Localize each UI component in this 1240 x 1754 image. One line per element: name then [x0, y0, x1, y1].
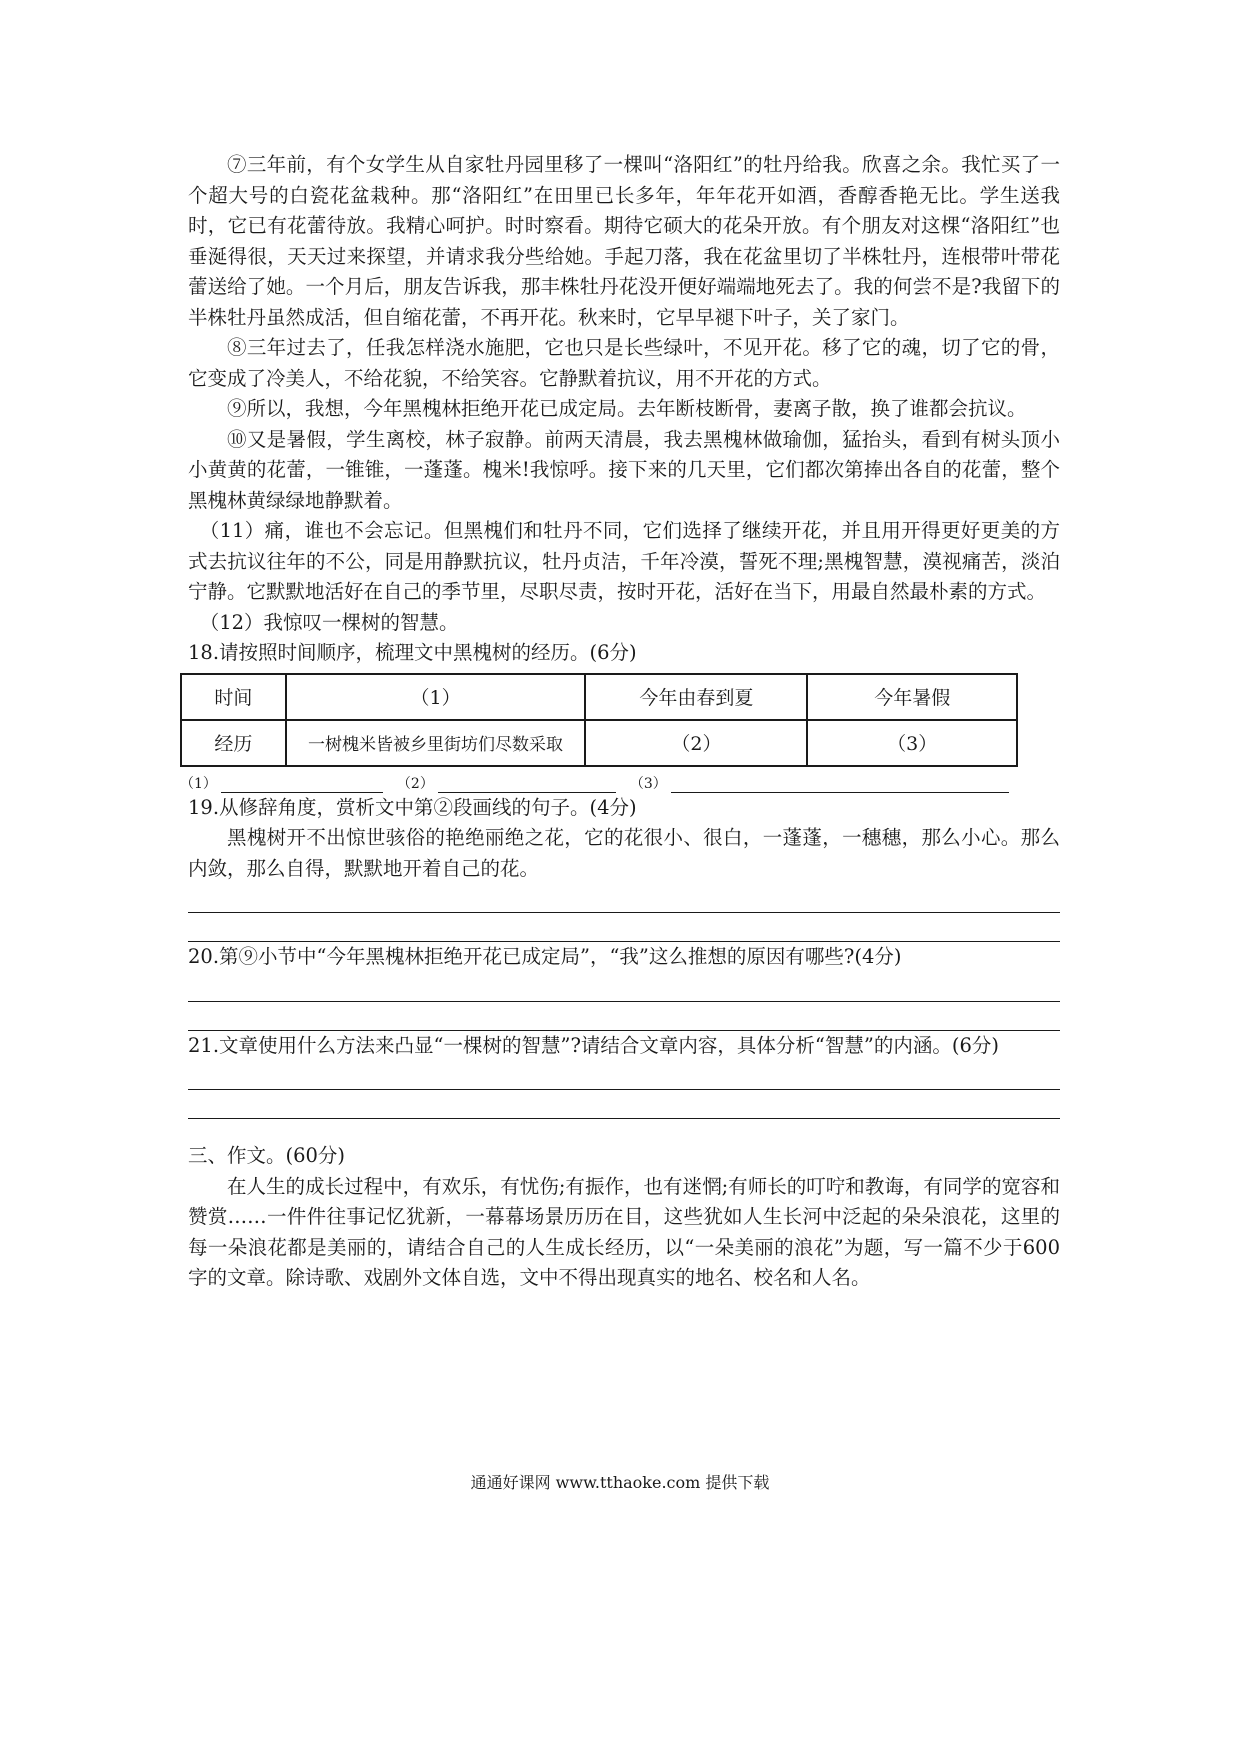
- answer-blank-3[interactable]: [671, 778, 1009, 793]
- blank-label: （1）: [180, 775, 217, 792]
- table-cell: 一树槐米皆被乡里街坊们尽数采取: [286, 720, 586, 766]
- answer-line[interactable]: [188, 1061, 1060, 1090]
- paragraph-10: ⑩又是暑假，学生离校，林子寂静。前两天清晨，我去黑槐林做瑜伽，猛抬头，看到有树头顶小小黄黄的花蕾，一锥锥，一蓬蓬。槐米!我惊呼。接下来的几天里，它们都次第捧出各自的花蕾，整个黑槐林黄绿绿地静默着。: [188, 427, 1060, 512]
- paragraph-12: （12）我惊叹一棵树的智慧。: [199, 610, 459, 634]
- page-footer: 通通好课网 www.tthaoke.com 提供下载: [470, 1473, 770, 1492]
- table-row: [181, 720, 1017, 766]
- blank-label: （2）: [396, 775, 434, 792]
- table-header-cell: 时间: [181, 674, 286, 720]
- question-19-prompt: 19.从修辞角度，赏析文中第②段画线的句子。(4分): [188, 795, 637, 819]
- paragraph-9: ⑨所以，我想，今年黑槐林拒绝开花已成定局。去年断枝断骨，妻离子散，换了谁都会抗议。: [227, 397, 1027, 420]
- table-header-cell: （1）: [286, 674, 586, 720]
- question-18-prompt: 18.请按照时间顺序，梳理文中黑槐树的经历。(6分): [188, 641, 637, 664]
- table-header-cell: 今年暑假: [807, 674, 1017, 720]
- table-row: [181, 674, 1017, 720]
- exam-page: [180, 150, 1060, 1294]
- question-19-quote: 黑槐树开不出惊世骇俗的艳绝丽绝之花，它的花很小、很白，一蓬蓬，一穗穗，那么小心。那么内敛，那么自得，默默地开着自己的花。: [188, 826, 1060, 880]
- answer-blank-2[interactable]: [438, 778, 616, 793]
- blank-label: （3）: [629, 775, 667, 792]
- paragraph-8: ⑧三年过去了，任我怎样浇水施肥，它也只是长些绿叶，不见开花。移了它的魂，切了它的骨，它变成了冷美人，不给花貌，不给笑容。它静默着抗议，用不开花的方式。: [188, 336, 1060, 390]
- question-20-prompt: 20.第⑨小节中“今年黑槐林拒绝开花已成定局”，“我”这么推想的原因有哪些?(4分): [188, 945, 902, 968]
- timeline-table: [180, 673, 1018, 767]
- paragraph-7: ⑦三年前，有个女学生从自家牡丹园里移了一棵叫“洛阳红”的牡丹给我。欣喜之余。我忙买了一个超大号的白瓷花盆栽种。那“洛阳红”在田里已长多年，年年花开如酒，香醇香艳无比。学生送我时，它已有花蕾待放。我精心呵护。时时察看。期待它硕大的花朵开放。有个朋友对这棵“洛阳红”也垂涎得很，天天过来探望，并请求我分些给她。手起刀落，我在花盆里切了半株牡丹，连根带叶带花蕾送给了她。一个月后，朋友告诉我，那丰株牡丹花没开便好端端地死去了。我的何尝不是?我留下的半株牡丹虽然成活，但自缩花蕾，不再开花。秋来时，它早早褪下叶子，关了家门。: [188, 153, 1060, 329]
- table-header-cell: 今年由春到夏: [585, 674, 807, 720]
- answer-blank-1[interactable]: [221, 778, 383, 793]
- answer-line[interactable]: [188, 973, 1060, 1002]
- essay-heading: 三、作文。(60分): [188, 1144, 346, 1167]
- essay-body: 在人生的成长过程中，有欢乐，有忧伤;有振作，也有迷惘;有师长的叮咛和教诲，有同学的宽容和赞赏……一件件往事记忆犹新，一幕幕场景历历在目，这些犹如人生长河中泛起的朵朵浪花，这里的每一朵浪花都是美丽的，请结合自己的人生成长经历，以“一朵美丽的浪花”为题，写一篇不少于600字的文章。除诗歌、戏剧外文体自选，文中不得出现真实的地名、校名和人名。: [188, 1174, 1060, 1289]
- answer-line[interactable]: [188, 884, 1060, 913]
- table-cell: 经历: [181, 720, 286, 766]
- answer-line[interactable]: [188, 1002, 1060, 1031]
- question-21-prompt: 21.文章使用什么方法来凸显“一棵树的智慧”?请结合文章内容，具体分析“智慧”的内涵。(6分): [188, 1033, 999, 1057]
- answer-line[interactable]: [188, 913, 1060, 942]
- answer-cell[interactable]: （3）: [807, 720, 1017, 766]
- answer-cell[interactable]: （2）: [585, 720, 807, 766]
- answer-line[interactable]: [188, 1090, 1060, 1119]
- answer-blanks-18: [180, 773, 1060, 793]
- paragraph-11: （11）痛，谁也不会忘记。但黑槐们和牡丹不同，它们选择了继续开花，并且用开得更好更美的方式去抗议往年的不公，同是用静默抗议，牡丹贞洁，千年冷漠，誓死不理;黑槐智慧，漠视痛苦，淡泊宁静。它默默地活好在自己的季节里，尽职尽责，按时开花，活好在当下，用最自然最朴素的方式。: [188, 519, 1060, 603]
